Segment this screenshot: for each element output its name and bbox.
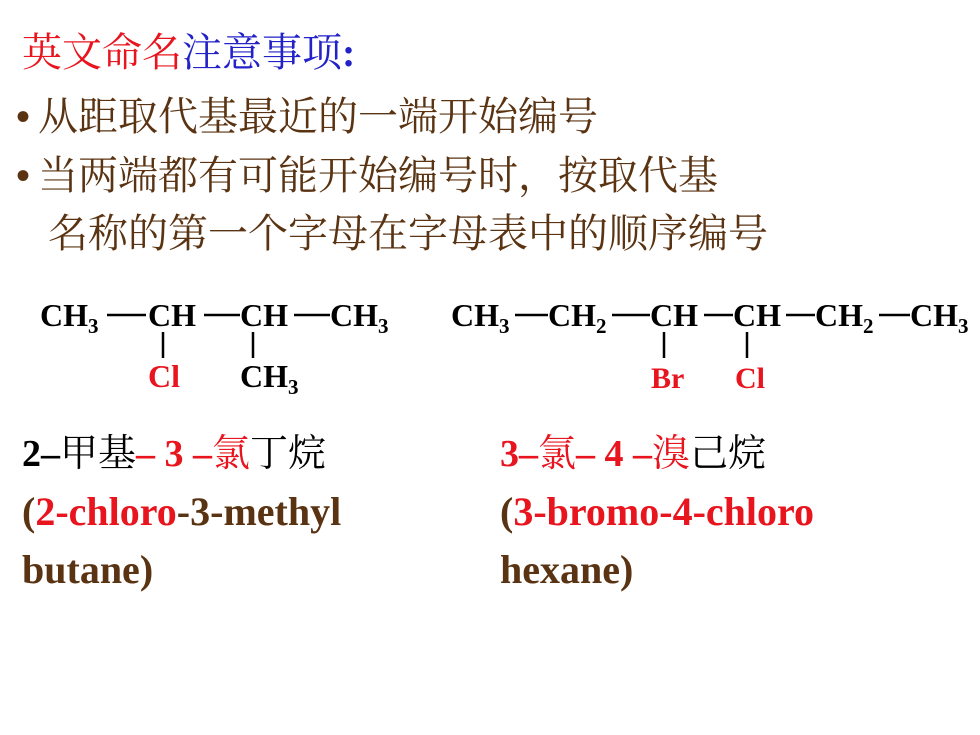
chinese-name-1 [22,424,326,483]
name-part: 2-chloro [35,489,177,534]
bullet-text: 当两端都有可能开始编号时，按取代基 [38,153,718,199]
name-part: 氯 [538,431,577,475]
bullet-item-2-continuation [48,208,768,260]
substituent-bromo: Br [651,362,685,395]
chain-group-6: $CH_3$ [910,297,969,338]
bullet-text-continuation: 名称的第一个字母在字母表中的顺序编号 [48,211,768,257]
chain-group-3: CH [650,297,698,333]
name-part: 己烷 [690,431,767,475]
bullet-text: 从距取代基最近的一端开始编号 [38,94,598,140]
name-part: 丁烷 [250,431,327,475]
name-part: 2 [22,433,41,475]
chain-group-2: CH [148,297,196,333]
bullet-marker: • [15,94,30,139]
slide-title [22,28,355,78]
english-name-2-line-2: hexane) [500,547,634,592]
substituent-chloro: Cl [735,362,765,395]
chain-group-2: $CH_2$ [548,297,607,338]
title-part-blue: 注意事项 [182,30,342,76]
name-part: – 3 – [136,433,213,475]
name-part: 溴 [652,431,691,475]
molecule-3-bromo-4-chlorohexane [451,297,969,395]
english-name-2-line-1 [500,483,814,541]
title-part-red: 英文命名 [22,30,182,76]
title-colon: : [342,30,356,75]
english-name-1-line-2: butane) [22,547,154,592]
chain-group-1: $CH_3$ [451,297,510,338]
name-part: – 4 – [576,433,653,475]
name-part: ( [22,489,36,534]
structural-formulas [0,280,980,410]
bullet-item-2 [8,150,718,202]
chain-group-5: $CH_2$ [815,297,874,338]
name-part: 3– [500,433,538,475]
name-part: 3-bromo-4-chloro [513,489,815,534]
english-name-1-line-1 [22,483,341,541]
name-part: 氯 [212,431,251,475]
chain-group-1: $CH_3$ [40,297,99,338]
chain-group-4: $CH_3$ [330,297,389,338]
chain-group-3: CH [240,297,288,333]
substituent-chloro: Cl [148,358,180,394]
name-part: – [41,433,60,475]
bullet-marker: • [15,153,30,198]
name-part: ( [500,489,514,534]
bullet-item-1 [8,91,598,143]
name-part: -3-methyl [176,489,342,534]
molecule-2-chloro-3-methylbutane [40,297,389,399]
name-part: 甲基 [60,431,137,475]
chinese-name-2 [500,424,766,483]
chain-group-4: CH [733,297,781,333]
substituent-methyl: $CH_3$ [240,358,299,399]
